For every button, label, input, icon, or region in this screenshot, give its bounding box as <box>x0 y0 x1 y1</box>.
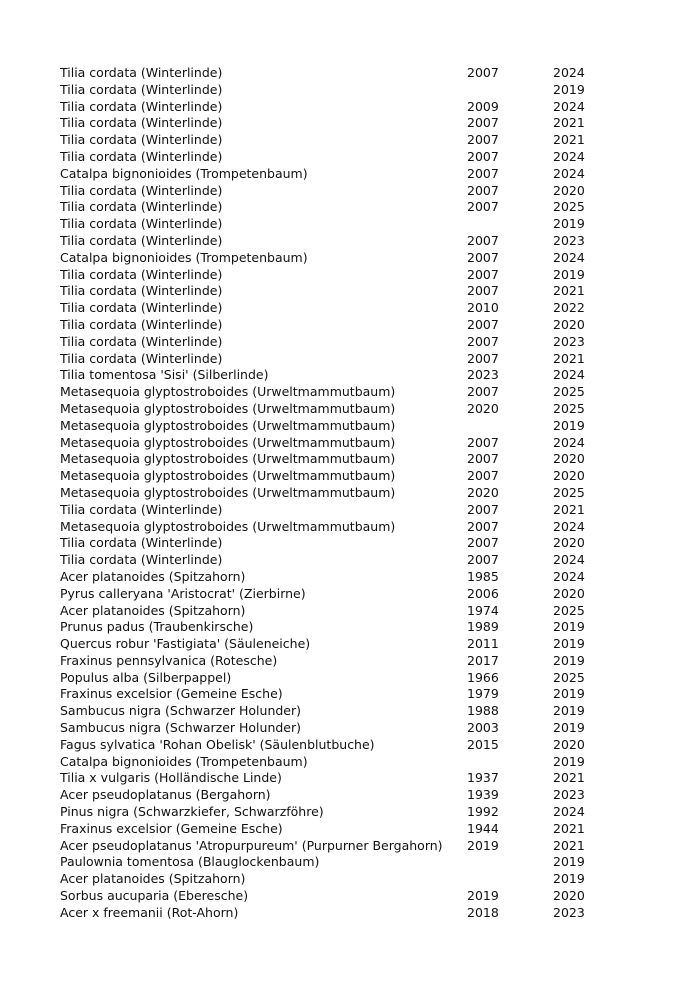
inspection-year: 2024 <box>553 249 585 265</box>
tree-species-name: Tilia cordata (Winterlinde) <box>60 115 223 131</box>
tree-species-name: Catalpa bignonioides (Trompetenbaum) <box>60 165 308 181</box>
table-row <box>60 586 620 603</box>
tree-species-name: Catalpa bignonioides (Trompetenbaum) <box>60 249 308 265</box>
planting-year: 1985 <box>467 568 499 584</box>
inspection-year: 2019 <box>553 81 585 97</box>
table-row <box>60 283 620 300</box>
table-row <box>60 838 620 855</box>
tree-species-name: Tilia cordata (Winterlinde) <box>60 535 223 551</box>
planting-year: 2007 <box>467 199 499 215</box>
inspection-year: 2021 <box>553 770 585 786</box>
planting-year: 2007 <box>467 350 499 366</box>
inspection-year: 2021 <box>553 501 585 517</box>
inspection-year: 2021 <box>553 350 585 366</box>
table-row <box>60 65 620 82</box>
tree-species-name: Metasequoia glyptostroboides (Urweltmammutbaum) <box>60 518 396 534</box>
table-row <box>60 418 620 435</box>
planting-year: 2007 <box>467 266 499 282</box>
planting-year: 2003 <box>467 720 499 736</box>
table-row <box>60 367 620 384</box>
table-row <box>60 670 620 687</box>
table-row <box>60 317 620 334</box>
tree-species-name: Tilia cordata (Winterlinde) <box>60 216 223 232</box>
tree-species-name: Metasequoia glyptostroboides (Urweltmammutbaum) <box>60 468 396 484</box>
planting-year: 1939 <box>467 787 499 803</box>
tree-species-name: Tilia cordata (Winterlinde) <box>60 350 223 366</box>
inspection-year: 2019 <box>553 266 585 282</box>
table-row <box>60 233 620 250</box>
tree-species-name: Metasequoia glyptostroboides (Urweltmammutbaum) <box>60 451 396 467</box>
planting-year: 2007 <box>467 451 499 467</box>
table-row <box>60 804 620 821</box>
planting-year: 1988 <box>467 703 499 719</box>
inspection-year: 2025 <box>553 199 585 215</box>
table-row <box>60 183 620 200</box>
inspection-year: 2024 <box>553 65 585 80</box>
tree-species-name: Tilia cordata (Winterlinde) <box>60 98 223 114</box>
planting-year: 2019 <box>467 837 499 853</box>
inspection-year: 2021 <box>553 115 585 131</box>
table-row <box>60 216 620 233</box>
inspection-year: 2019 <box>553 753 585 769</box>
inspection-year: 2024 <box>553 804 585 820</box>
tree-species-name: Tilia tomentosa 'Sisi' (Silberlinde) <box>60 367 269 383</box>
table-row <box>60 351 620 368</box>
inspection-year: 2025 <box>553 400 585 416</box>
tree-species-name: Tilia x vulgaris (Holländische Linde) <box>60 770 282 786</box>
table-row <box>60 300 620 317</box>
tree-list-table <box>60 65 620 922</box>
table-row <box>60 82 620 99</box>
tree-species-name: Tilia cordata (Winterlinde) <box>60 300 223 316</box>
tree-species-name: Tilia cordata (Winterlinde) <box>60 65 223 80</box>
tree-species-name: Fagus sylvatica 'Rohan Obelisk' (Säulenblutbuche) <box>60 736 375 752</box>
table-row <box>60 334 620 351</box>
table-row <box>60 502 620 519</box>
inspection-year: 2023 <box>553 232 585 248</box>
planting-year: 2007 <box>467 165 499 181</box>
tree-species-name: Metasequoia glyptostroboides (Urweltmammutbaum) <box>60 417 396 433</box>
table-row <box>60 115 620 132</box>
tree-species-name: Catalpa bignonioides (Trompetenbaum) <box>60 753 308 769</box>
table-row <box>60 871 620 888</box>
table-row <box>60 787 620 804</box>
table-row <box>60 468 620 485</box>
tree-species-name: Populus alba (Silberpappel) <box>60 669 232 685</box>
table-row <box>60 821 620 838</box>
table-row <box>60 199 620 216</box>
inspection-year: 2021 <box>553 132 585 148</box>
inspection-year: 2020 <box>553 585 585 601</box>
inspection-year: 2024 <box>553 148 585 164</box>
planting-year: 2020 <box>467 400 499 416</box>
tree-species-name: Tilia cordata (Winterlinde) <box>60 316 223 332</box>
inspection-year: 2019 <box>553 854 585 870</box>
tree-species-name: Fraxinus excelsior (Gemeine Esche) <box>60 820 283 836</box>
inspection-year: 2019 <box>553 636 585 652</box>
inspection-year: 2021 <box>553 820 585 836</box>
table-row <box>60 435 620 452</box>
inspection-year: 2020 <box>553 736 585 752</box>
table-row <box>60 267 620 284</box>
inspection-year: 2020 <box>553 888 585 904</box>
inspection-year: 2025 <box>553 484 585 500</box>
inspection-year: 2019 <box>553 703 585 719</box>
planting-year: 2020 <box>467 484 499 500</box>
inspection-year: 2020 <box>553 316 585 332</box>
table-row <box>60 720 620 737</box>
tree-species-name: Acer pseudoplatanus 'Atropurpureum' (Purpurner Bergahorn) <box>60 837 443 853</box>
tree-species-name: Pinus nigra (Schwarzkiefer, Schwarzföhre) <box>60 804 324 820</box>
table-row <box>60 384 620 401</box>
tree-species-name: Tilia cordata (Winterlinde) <box>60 132 223 148</box>
inspection-year: 2020 <box>553 535 585 551</box>
planting-year: 2007 <box>467 501 499 517</box>
tree-species-name: Tilia cordata (Winterlinde) <box>60 501 223 517</box>
tree-species-name: Tilia cordata (Winterlinde) <box>60 333 223 349</box>
planting-year: 2007 <box>467 384 499 400</box>
tree-species-name: Metasequoia glyptostroboides (Urweltmammutbaum) <box>60 400 396 416</box>
tree-species-name: Acer platanoides (Spitzahorn) <box>60 602 246 618</box>
tree-species-name: Tilia cordata (Winterlinde) <box>60 232 223 248</box>
table-row <box>60 703 620 720</box>
tree-species-name: Metasequoia glyptostroboides (Urweltmammutbaum) <box>60 434 396 450</box>
tree-species-name: Acer platanoides (Spitzahorn) <box>60 871 246 887</box>
planting-year: 2019 <box>467 888 499 904</box>
inspection-year: 2023 <box>553 787 585 803</box>
inspection-year: 2024 <box>553 518 585 534</box>
table-row <box>60 401 620 418</box>
tree-species-name: Tilia cordata (Winterlinde) <box>60 81 223 97</box>
table-row <box>60 888 620 905</box>
inspection-year: 2020 <box>553 451 585 467</box>
inspection-year: 2023 <box>553 333 585 349</box>
planting-year: 2010 <box>467 300 499 316</box>
tree-species-name: Tilia cordata (Winterlinde) <box>60 182 223 198</box>
planting-year: 2007 <box>467 115 499 131</box>
table-row <box>60 166 620 183</box>
table-row <box>60 686 620 703</box>
planting-year: 1992 <box>467 804 499 820</box>
inspection-year: 2019 <box>553 686 585 702</box>
inspection-year: 2024 <box>553 434 585 450</box>
inspection-year: 2024 <box>553 165 585 181</box>
tree-species-name: Pyrus calleryana 'Aristocrat' (Zierbirne) <box>60 585 306 601</box>
inspection-year: 2024 <box>553 98 585 114</box>
inspection-year: 2024 <box>553 367 585 383</box>
inspection-year: 2021 <box>553 283 585 299</box>
tree-species-name: Prunus padus (Traubenkirsche) <box>60 619 254 635</box>
inspection-year: 2019 <box>553 619 585 635</box>
inspection-year: 2020 <box>553 468 585 484</box>
planting-year: 2007 <box>467 132 499 148</box>
planting-year: 2007 <box>467 434 499 450</box>
table-row <box>60 754 620 771</box>
planting-year: 2007 <box>467 518 499 534</box>
tree-species-name: Tilia cordata (Winterlinde) <box>60 199 223 215</box>
tree-species-name: Fraxinus excelsior (Gemeine Esche) <box>60 686 283 702</box>
planting-year: 2011 <box>467 636 499 652</box>
planting-year: 2018 <box>467 904 499 920</box>
table-row <box>60 905 620 922</box>
planting-year: 2007 <box>467 283 499 299</box>
inspection-year: 2021 <box>553 837 585 853</box>
table-row <box>60 485 620 502</box>
planting-year: 2007 <box>467 232 499 248</box>
tree-species-name: Tilia cordata (Winterlinde) <box>60 552 223 568</box>
planting-year: 2015 <box>467 736 499 752</box>
table-row <box>60 451 620 468</box>
planting-year: 1989 <box>467 619 499 635</box>
table-row <box>60 770 620 787</box>
table-row <box>60 99 620 116</box>
tree-species-name: Acer x freemanii (Rot-Ahorn) <box>60 904 239 920</box>
planting-year: 2007 <box>467 65 499 80</box>
planting-year: 2007 <box>467 535 499 551</box>
planting-year: 2007 <box>467 148 499 164</box>
inspection-year: 2019 <box>553 216 585 232</box>
inspection-year: 2019 <box>553 871 585 887</box>
tree-species-name: Metasequoia glyptostroboides (Urweltmammutbaum) <box>60 484 396 500</box>
tree-species-name: Tilia cordata (Winterlinde) <box>60 148 223 164</box>
table-row <box>60 132 620 149</box>
planting-year: 2007 <box>467 316 499 332</box>
tree-species-name: Tilia cordata (Winterlinde) <box>60 283 223 299</box>
planting-year: 2009 <box>467 98 499 114</box>
planting-year: 2007 <box>467 182 499 198</box>
table-row <box>60 535 620 552</box>
table-row <box>60 619 620 636</box>
tree-species-name: Acer platanoides (Spitzahorn) <box>60 568 246 584</box>
tree-species-name: Acer pseudoplatanus (Bergahorn) <box>60 787 271 803</box>
tree-species-name: Metasequoia glyptostroboides (Urweltmammutbaum) <box>60 384 396 400</box>
tree-species-name: Sambucus nigra (Schwarzer Holunder) <box>60 720 302 736</box>
planting-year: 1979 <box>467 686 499 702</box>
inspection-year: 2025 <box>553 384 585 400</box>
table-row <box>60 519 620 536</box>
table-row <box>60 636 620 653</box>
inspection-year: 2019 <box>553 720 585 736</box>
tree-species-name: Sambucus nigra (Schwarzer Holunder) <box>60 703 302 719</box>
inspection-year: 2023 <box>553 904 585 920</box>
inspection-year: 2019 <box>553 652 585 668</box>
planting-year: 2023 <box>467 367 499 383</box>
table-row <box>60 737 620 754</box>
planting-year: 2006 <box>467 585 499 601</box>
planting-year: 2007 <box>467 249 499 265</box>
planting-year: 1966 <box>467 669 499 685</box>
inspection-year: 2020 <box>553 182 585 198</box>
table-row <box>60 653 620 670</box>
planting-year: 1937 <box>467 770 499 786</box>
tree-species-name: Tilia cordata (Winterlinde) <box>60 266 223 282</box>
table-row <box>60 603 620 620</box>
planting-year: 2007 <box>467 552 499 568</box>
planting-year: 1944 <box>467 820 499 836</box>
tree-species-name: Quercus robur 'Fastigiata' (Säuleneiche) <box>60 636 311 652</box>
inspection-year: 2025 <box>553 669 585 685</box>
tree-species-name: Sorbus aucuparia (Eberesche) <box>60 888 249 904</box>
planting-year: 1974 <box>467 602 499 618</box>
table-row <box>60 250 620 267</box>
table-row <box>60 149 620 166</box>
inspection-year: 2025 <box>553 602 585 618</box>
tree-species-name: Paulownia tomentosa (Blauglockenbaum) <box>60 854 320 870</box>
tree-species-name: Fraxinus pennsylvanica (Rotesche) <box>60 652 278 668</box>
inspection-year: 2022 <box>553 300 585 316</box>
inspection-year: 2024 <box>553 552 585 568</box>
table-row <box>60 854 620 871</box>
planting-year: 2007 <box>467 333 499 349</box>
table-row <box>60 552 620 569</box>
table-row <box>60 569 620 586</box>
inspection-year: 2019 <box>553 417 585 433</box>
planting-year: 2017 <box>467 652 499 668</box>
inspection-year: 2024 <box>553 568 585 584</box>
planting-year: 2007 <box>467 468 499 484</box>
